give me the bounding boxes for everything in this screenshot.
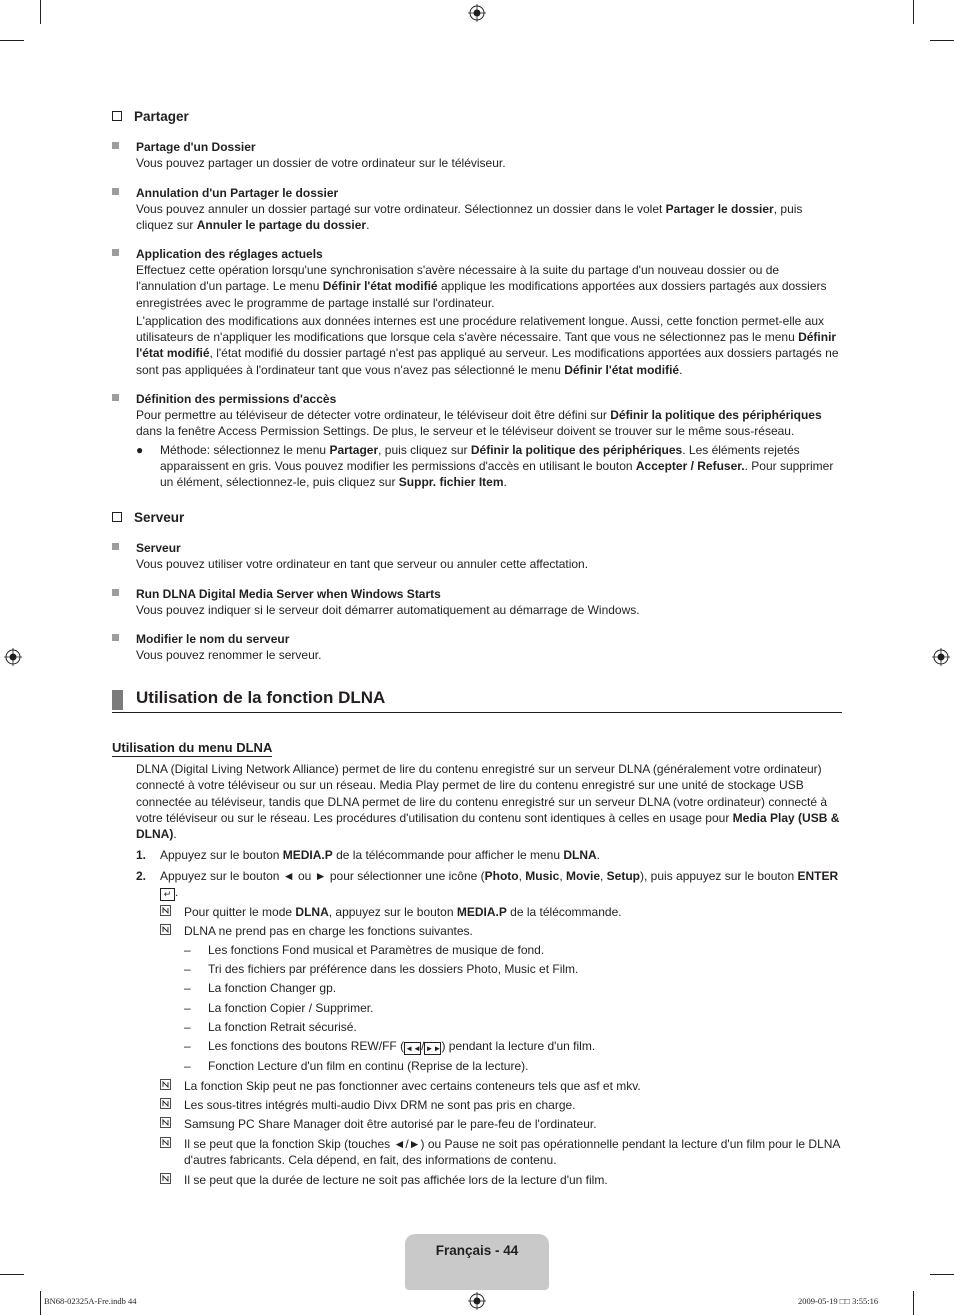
crop-mark: [0, 1274, 24, 1275]
note-icon: [160, 1079, 171, 1090]
dash-item: – La fonction Changer gp.: [184, 981, 337, 995]
note: DLNA ne prend pas en charge les fonctions suivantes.: [160, 923, 840, 939]
item-title: Définition des permissions d'accès: [136, 392, 337, 406]
checkbox-square-icon: [112, 512, 122, 522]
item-title: Annulation d'un Partager le dossier: [136, 186, 339, 200]
fast-forward-icon: ►►: [425, 1044, 442, 1053]
crop-mark: [40, 0, 41, 24]
note-icon: [160, 1098, 171, 1109]
subheading: Utilisation du menu DLNA: [112, 740, 273, 755]
dash-item: – Tri des fichiers par préférence dans les dossiers Photo, Music et Film.: [184, 962, 579, 976]
dash-item: – Fonction Lecture d'un film en continu (Reprise de la lecture).: [184, 1059, 529, 1073]
square-bullet-icon: [112, 142, 119, 149]
intro-paragraph: DLNA (Digital Living Network Alliance) permet de lire du contenu enregistré sur un serveur DLNA (généralement votre ordinateur) connecté à votre téléviseur ou sur un réseau. Media Play permet de lire du contenu enregistré sur une unité de stockage USB connectée au téléviseur, tandis que DLNA permet de lire du contenu enregistré sur un serveur DLNA (votre ordinateur) connecté à votre téléviseur ou sur le réseau. Les procédures d'utilisation du contenu sont identiques à celles en usage pour Media Play (USB & DLNA).: [136, 762, 840, 842]
note: Pour quitter le mode DLNA, appuyez sur le bouton MEDIA.P de la télécommande.: [160, 904, 840, 920]
item-body: Vous pouvez partager un dossier de votre ordinateur sur le téléviseur.: [136, 156, 506, 170]
item-body: Pour permettre au téléviseur de détecter votre ordinateur, le téléviseur doit être défini sur Définir la politique des périphériques dans la fenêtre Access Permission Settings. De plus, le serveur et le téléviseur doivent se trouver sur le même sous-réseau.: [136, 408, 822, 439]
square-bullet-icon: [112, 394, 119, 401]
page-number: Français - 44: [435, 1243, 519, 1258]
item-serveur: [112, 540, 842, 572]
item-title: Application des réglages actuels: [136, 247, 323, 261]
item-annulation-partage: [112, 185, 842, 234]
note-icon: [160, 1173, 171, 1184]
note-icon: [160, 905, 171, 916]
note: Il se peut que la fonction Skip (touches ◄/►) ou Pause ne soit pas opérationnelle pendant la lecture d'un film pour le DLNA d'autres fabricants. Cela dépend, en fait, des informations de contenu.: [160, 1136, 840, 1169]
note: Il se peut que la durée de lecture ne soit pas affichée lors de la lecture d'un film.: [160, 1172, 840, 1188]
heading-bar: [112, 690, 123, 710]
item-body: Effectuez cette opération lorsqu'une synchronisation s'avère nécessaire à la suite du partage d'un nouveau dossier ou de l'annulation d'un partage. Le menu Définir l'état modifié applique les modifications apportées aux dossiers partagés aux dossiers enregistrées avec le programme de partage installé sur l'ordinateur. L'application des modifications aux données internes est une procédure relativement longue. Aussi, cette fonction permet-elle aux utilisateurs de n'appliquer les modifications que lorsque cela s'avère nécessaire. Tant que vous ne sélectionnez pas le menu Définir l'état modifié, l'état modifié du dossier partagé n'est pas appliqué au serveur. Les modifications apportées aux dossiers partagés ne sont pas appliquées à l'ordinateur tant que vous n'avez pas sélectionné le menu Définir l'état modifié.: [136, 263, 839, 377]
item-application-reglages: [112, 246, 842, 380]
dash-item: – La fonction Copier / Supprimer.: [184, 1001, 374, 1015]
note: La fonction Skip peut ne pas fonctionner avec certains conteneurs tels que asf et mkv.: [160, 1078, 840, 1094]
item-body: Vous pouvez indiquer si le serveur doit démarrer automatiquement au démarrage de Windows.: [136, 603, 640, 617]
rewind-icon: ◄◄: [405, 1044, 421, 1053]
note-icon: [160, 1137, 171, 1148]
item-body: Vous pouvez utiliser votre ordinateur en tant que serveur ou annuler cette affectation.: [136, 557, 589, 571]
item-title: Modifier le nom du serveur: [136, 632, 290, 646]
square-bullet-icon: [112, 634, 119, 641]
registration-mark-icon: [468, 4, 486, 22]
step-2: 2. Appuyez sur le bouton ◄ ou ► pour sélectionner une icône (Photo, Music, Movie, Setup), puis appuyez sur le bouton ENTER ↵ .: [136, 869, 839, 900]
bullet-methode: ● Méthode: sélectionnez le menu Partager, puis cliquez sur Définir la politique des périphériques. Les éléments rejetés apparaissent en gris. Vous pouvez modifier les permissions d'accès en utilisant le bouton Accepter / Refuser.. Pour supprimer un élément, sélectionnez-le, puis cliquez sur Suppr. fichier Item.: [136, 442, 834, 490]
item-body: Vous pouvez renommer le serveur.: [136, 648, 322, 662]
dash-item: – Les fonctions Fond musical et Paramètres de musique de fond.: [184, 943, 545, 957]
crop-mark: [930, 40, 954, 41]
enter-icon: ↵: [160, 888, 175, 901]
note: Les sous-titres intégrés multi-audio Divx DRM ne sont pas pris en charge.: [160, 1097, 840, 1113]
square-bullet-icon: [112, 249, 119, 256]
dash-item: – La fonction Retrait sécurisé.: [184, 1020, 357, 1034]
item-modifier-nom: [112, 631, 842, 663]
heading-text: Utilisation de la fonction DLNA: [136, 688, 386, 707]
print-slug-right: 2009-05-19 □□ 3:55:16: [798, 1296, 879, 1306]
square-bullet-icon: [112, 589, 119, 596]
section-heading: [112, 688, 842, 713]
checkbox-square-icon: [112, 111, 122, 121]
section-partager-title: Partager: [112, 109, 189, 124]
crop-mark: [930, 1274, 954, 1275]
item-body: Vous pouvez annuler un dossier partagé sur votre ordinateur. Sélectionnez un dossier dans le volet Partager le dossier, puis cliquez sur Annuler le partage du dossier.: [136, 202, 803, 233]
square-bullet-icon: [112, 543, 119, 550]
item-title: Partage d'un Dossier: [136, 140, 256, 154]
registration-mark-icon: [4, 648, 22, 666]
round-bullet-icon: ●: [136, 442, 144, 457]
step-1: 1. Appuyez sur le bouton MEDIA.P de la télécommande pour afficher le menu DLNA.: [136, 848, 601, 862]
crop-mark: [0, 40, 24, 41]
dash-item: – Les fonctions des boutons REW/FF (◄◄/►►) pendant la lecture d'un film.: [184, 1039, 596, 1053]
item-title: Serveur: [136, 541, 181, 555]
print-slug-left: BN68-02325A-Fre.indb 44: [44, 1296, 137, 1306]
note-icon: [160, 1117, 171, 1128]
item-definition-permissions: [112, 391, 842, 490]
square-bullet-icon: [112, 188, 119, 195]
item-partage-dossier: [112, 139, 842, 171]
note: Samsung PC Share Manager doit être autorisé par le pare-feu de l'ordinateur.: [160, 1116, 840, 1132]
crop-mark: [913, 0, 914, 24]
section-serveur-title: Serveur: [112, 510, 184, 525]
item-run-dlna: [112, 586, 842, 618]
crop-mark: [913, 1291, 914, 1315]
note-icon: [160, 924, 171, 935]
registration-mark-icon: [468, 1292, 486, 1310]
registration-mark-icon: [932, 648, 950, 666]
crop-mark: [40, 1291, 41, 1315]
item-title: Run DLNA Digital Media Server when Windows Starts: [136, 587, 441, 601]
